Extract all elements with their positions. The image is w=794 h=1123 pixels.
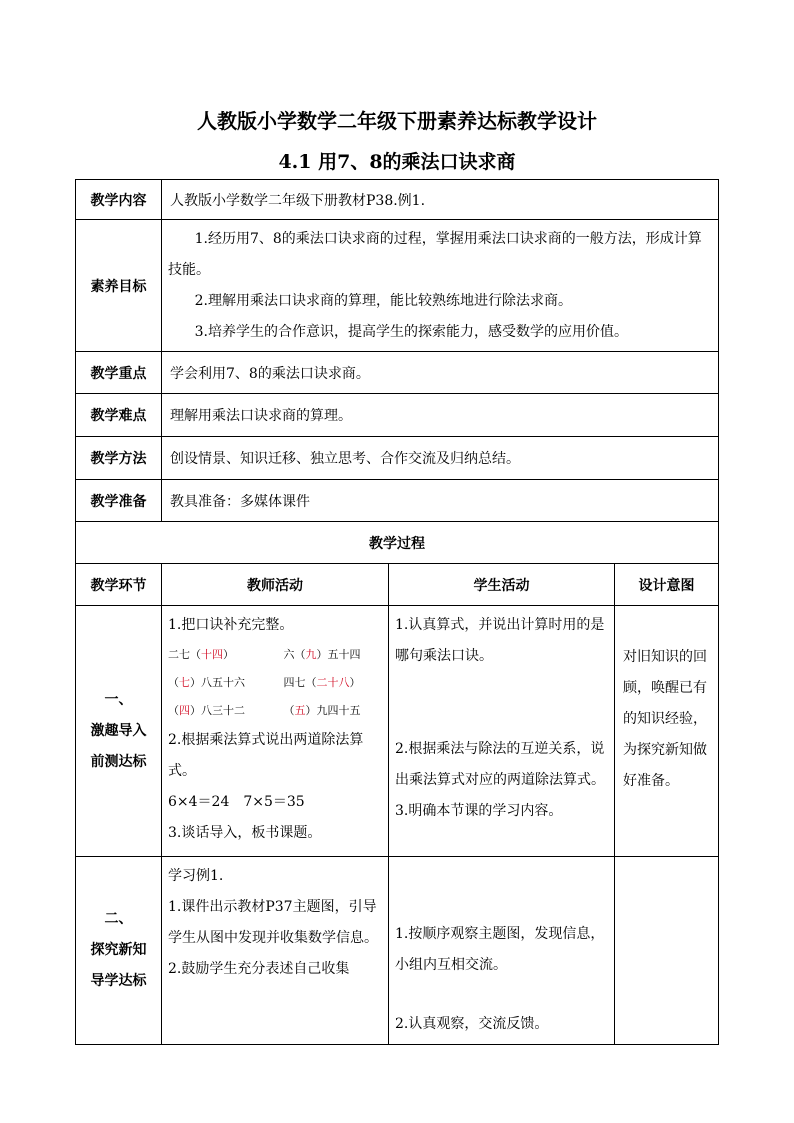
- section1-teacher: [162, 606, 389, 857]
- blank-2b-suffix: ）: [349, 676, 361, 689]
- row-prep: [76, 480, 719, 522]
- s1-student-item-1: 1.认真算式，并说出计算时用的是哪句乘法口诀。: [395, 617, 605, 664]
- blank-3b-answer: 五: [294, 704, 306, 717]
- section2-title-b: 导学达标: [90, 973, 147, 989]
- lesson-subtitle: 4.1 用7、8的乘法口诀求商: [278, 151, 516, 173]
- row-section-1: [76, 606, 719, 857]
- blank-2a-suffix: ）八五十六: [190, 676, 245, 689]
- s1-teacher-item-2: 2.根据乘法算式说出两道除法算式。: [168, 732, 364, 779]
- s2-teacher-item-2: 1.课件出示教材P37主题图，引导学生从图中发现并收集数学信息。: [168, 899, 378, 946]
- blank-1b-suffix: ）五十四: [316, 648, 361, 661]
- section1-student: [389, 606, 615, 857]
- spacer: [395, 672, 608, 734]
- process-title: 教学过程: [76, 522, 719, 564]
- s1-teacher-item-1: 1.把口诀补充完整。: [168, 617, 294, 633]
- row-goals: [76, 220, 719, 352]
- section1-name: [76, 606, 162, 857]
- blank-1a-answer: 十四: [201, 648, 223, 661]
- label-difficulty: 教学难点: [76, 394, 162, 437]
- goal-item-2: 2.理解用乘法口诀求商的算理，能比较熟练地进行除法求商。: [194, 292, 572, 309]
- value-key: 学会利用7、8的乘法口诀求商。: [162, 352, 719, 394]
- blank-1a-suffix: ）: [223, 648, 234, 661]
- goal-item-1: 1.经历用7、8的乘法口诀求商的过程，掌握用乘法口诀求商的一般方法，形成计算技能。: [168, 230, 702, 278]
- blank-3a-prefix: （: [168, 704, 179, 717]
- row-key: [76, 352, 719, 394]
- header-teacher: 教师活动: [162, 564, 389, 606]
- section2-teacher: [162, 857, 389, 1045]
- value-prep: 教具准备：多媒体课件: [162, 480, 719, 522]
- row-section-2: [76, 857, 719, 1045]
- value-goals: [162, 220, 719, 352]
- goal-item-3: 3.培养学生的合作意识，提高学生的探索能力，感受数学的应用价值。: [194, 323, 628, 340]
- lesson-plan-table: [75, 179, 719, 1045]
- blank-3a-suffix: ）八三十二: [190, 704, 245, 717]
- label-method: 教学方法: [76, 437, 162, 480]
- label-key: 教学重点: [76, 352, 162, 394]
- spacer: [395, 981, 608, 1009]
- fill-blank-row-2: [168, 669, 382, 697]
- s1-teacher-equations: 6×4＝24 7×5＝35: [168, 794, 305, 810]
- s1-student-item-2: 2.根据乘法与除法的互逆关系，说出乘法算式对应的两道除法算式。: [395, 741, 605, 788]
- section1-title-b: 前测达标: [90, 753, 147, 770]
- row-headers: [76, 564, 719, 606]
- section1-title-a: 激趣导入: [90, 722, 147, 739]
- fill-blank-row-1: [168, 641, 382, 669]
- header-stage: 教学环节: [76, 564, 162, 606]
- blank-1a-prefix: 二七（: [168, 648, 201, 661]
- row-process-title: [76, 522, 719, 564]
- header-student: 学生活动: [389, 564, 615, 606]
- header-intent: 设计意图: [615, 564, 719, 606]
- s2-student-item-2: 2.认真观察，交流反馈。: [395, 1016, 549, 1032]
- blank-3b-prefix: （: [283, 704, 295, 717]
- blank-3b-suffix: ）九四十五: [305, 704, 361, 717]
- value-method: 创设情景、知识迁移、独立思考、合作交流及归纳总结。: [162, 437, 719, 480]
- section2-title-a: 探究新知: [90, 942, 147, 958]
- s2-teacher-item-1: 学习例1.: [168, 868, 224, 884]
- blank-2a-answer: 七: [179, 676, 190, 689]
- blank-2b-prefix: 四七（: [283, 676, 317, 689]
- section2-student: [389, 857, 615, 1045]
- label-prep: 教学准备: [76, 480, 162, 522]
- blank-1b-prefix: 六（: [283, 648, 306, 661]
- s2-student-item-1: 1.按顺序观察主题图，发现信息，小组内互相交流。: [395, 926, 605, 973]
- value-content: 人教版小学数学二年级下册教材P38.例1.: [162, 180, 719, 220]
- page-title: 人教版小学数学二年级下册素养达标教学设计: [197, 109, 597, 133]
- section2-intent: [615, 857, 719, 1045]
- fill-blank-row-3: [168, 697, 382, 725]
- section2-number: 二、: [104, 911, 133, 927]
- s2-teacher-item-3: 2.鼓励学生充分表述自己收集: [168, 961, 350, 977]
- value-difficulty: 理解用乘法口诀求商的算理。: [162, 394, 719, 437]
- label-goals: 素养目标: [76, 220, 162, 352]
- section1-number: 一、: [104, 691, 133, 708]
- blank-3a-answer: 四: [179, 704, 190, 717]
- row-difficulty: [76, 394, 719, 437]
- section1-intent: 对旧知识的回顾，唤醒已有的知识经验，为探究新知做好准备。: [615, 606, 719, 857]
- s1-teacher-item-3: 3.谈话导入，板书课题。: [168, 825, 322, 841]
- row-content: [76, 180, 719, 220]
- label-content: 教学内容: [76, 180, 162, 220]
- row-method: [76, 437, 719, 480]
- blank-2a-prefix: （: [168, 676, 179, 689]
- section2-name: [76, 857, 162, 1045]
- blank-2b-answer: 二十八: [316, 676, 350, 689]
- s1-student-item-3: 3.明确本节课的学习内容。: [395, 803, 563, 819]
- blank-1b-answer: 九: [305, 648, 317, 661]
